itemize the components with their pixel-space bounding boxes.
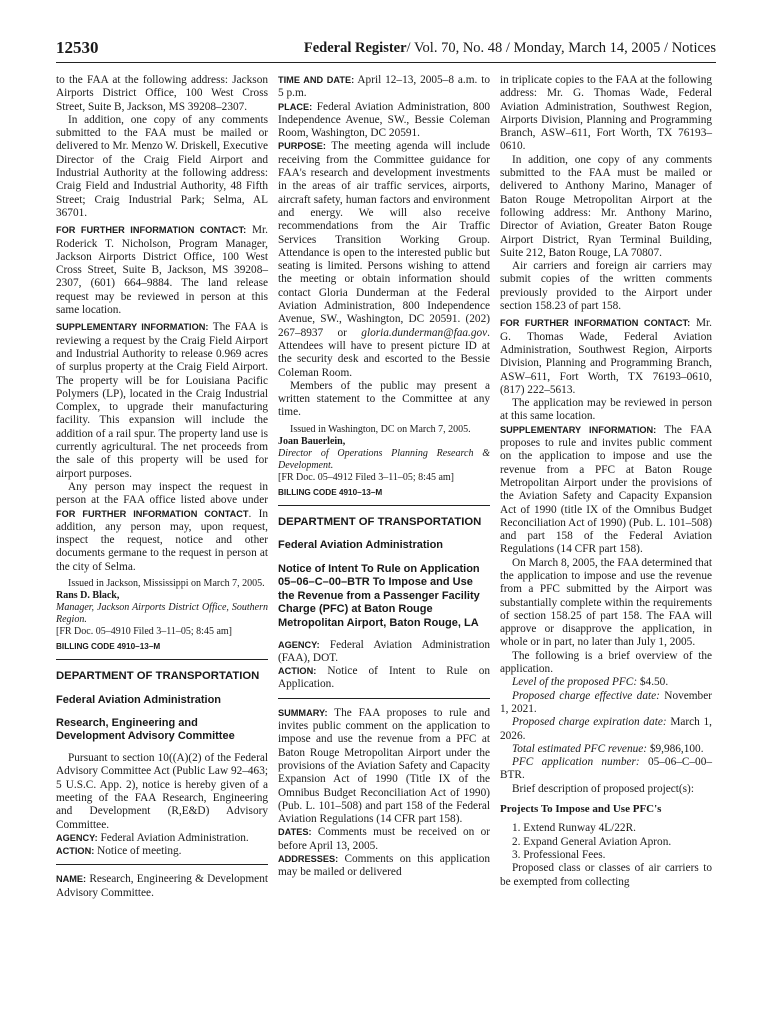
copy-paragraph: In addition, one copy of any comments submitted to the FAA must be mailed or delivered to Mr. Menzo W. Driskell, Executive Director of the Craig Field Airport and Industrial Authority at the following address: Craig Field and Industrial Authority, 48 Fifth Street; Craig Industrial Park; Selma, AL 36701. (56, 113, 268, 219)
supplementary-label: SUPPLEMENTARY INFORMATION: (500, 424, 657, 435)
triplicate-paragraph: in triplicate copies to the FAA at the following address: Mr. G. Thomas Wade, Federal Aviation Administration, Southwest Region, Airports Division, Planning and Programming Branch, ASW–611, Fort Worth, TX 76193–0610. (500, 74, 712, 153)
dates-text: Comments must be received on or before April 13, 2005. (278, 826, 490, 852)
department-heading: DEPARTMENT OF TRANSPORTATION (56, 670, 260, 683)
summary-paragraph (278, 707, 490, 827)
contact-label: FOR FURTHER INFORMATION CONTACT: (500, 318, 691, 329)
inspect-paragraph (56, 481, 268, 574)
purpose-tail: . Attendees will have to present picture ID at the security desk and escorted to the Bessie Coleman Room. (278, 326, 490, 379)
contact-text: Mr. Roderick T. Nicholson, Program Manager, Jackson Airports District Office, 100 West Cross Street, Suite B, Jackson, MS 39208–2307, (601) 664–9884. The land release request may be reviewed in person at this same location. (56, 224, 268, 317)
short-divider (56, 864, 268, 865)
column-2 (278, 74, 490, 880)
fr-doc: [FR Doc. 05–4910 Filed 3–11–05; 8:45 am] (56, 625, 233, 637)
supplementary-paragraph (500, 424, 712, 557)
place-label: PLACE: (278, 101, 313, 112)
short-divider (278, 698, 490, 699)
column-1 (56, 74, 268, 900)
action-text: Notice of Intent to Rule on Application. (278, 665, 490, 691)
agency-text: Federal Aviation Administration. (97, 831, 249, 844)
copy-paragraph: In addition, one copy of any comments submitted to the FAA must be mailed or delivered to Anthony Marino, Manager of Baton Rouge Metropolitan Airport at the following address: Mr. Anthony Marino, Director of Aviation, Greater Baton Rouge Airport District, Ryan Terminal Building, Suite 212, Baton Rouge, LA 70807. (500, 153, 712, 259)
document-title: Research, Engineering and Development Advisory Committee (56, 716, 235, 743)
addresses-line (278, 853, 490, 880)
addresses-label: ADDRESSES: (278, 854, 339, 865)
agency-label: AGENCY: (278, 639, 320, 650)
application-number-value: 05–06–C–00–BTR. (500, 756, 712, 782)
purpose-label: PURPOSE: (278, 141, 326, 152)
level-label: Level of the proposed PFC: (512, 676, 638, 689)
expiration-date-label: Proposed charge expiration date: (512, 716, 667, 729)
purpose-text: The meeting agenda will include receiving from the Committee guidance for FAA's research and development investments in the areas of air traffic services, airports, aircraft safety, human factors and environment and energy. We will also receive recommendations from the Air Traffic Services Transition Working Group. Attendance is open to the interested public but seating is limited. Persons wishing to attend the meeting or obtain information should contact Gloria Dunderman at the Federal Aviation Administration, 800 Independence Avenue, SW., Washington, DC 20591. (202) 267–8937 or (278, 140, 490, 339)
brief-description: Brief description of proposed project(s): (512, 782, 694, 795)
supplementary-text: The FAA is reviewing a request by the Craig Field Airport and Industrial Authority to release 0.969 acres of surplus property at the Craig Field Airport. The property will be for Louisiana Pacific Polymers (LP), located in the Craig Industrial Complex, to upgrade their manufacturing facility. This expansion will include the addition of a rail spur. The property land use is currently agricultural. The net proceeds from the sale of this property will be used for airport purposes. (56, 321, 268, 480)
place-line (278, 101, 490, 141)
supplementary-paragraph (56, 321, 268, 481)
dates-line (278, 826, 490, 853)
contact-paragraph (500, 317, 712, 397)
project-item: 2. Expand General Aviation Apron. (512, 835, 672, 848)
project-item: 3. Professional Fees. (512, 848, 606, 861)
document-title: Notice of Intent To Rule on Application 05–06–C–00–BTR To Impose and Use the Revenue from a Passenger Facility Charge (PFC) at Baton Rouge Metropolitan Airport, Baton Rouge, LA (278, 562, 480, 629)
issued-line: Issued in Jackson, Mississippi on March 7, 2005. (68, 577, 265, 589)
projects-heading: Projects To Impose and Use PFC's (500, 803, 662, 816)
section-divider (278, 505, 490, 506)
name-line (56, 873, 268, 900)
signer-title: Director of Operations Planning Research & Development. (278, 447, 490, 471)
action-text: Notice of meeting. (94, 845, 182, 858)
revenue-line (500, 743, 712, 756)
inspect-text-a: Any person may inspect the request in person at the FAA office listed above under (56, 480, 268, 507)
billing-code: BILLING CODE 4910–13–M (56, 641, 161, 651)
billing-code: BILLING CODE 4910–13–M (278, 487, 383, 497)
agency-text: Federal Aviation Administration (FAA), DOT. (278, 638, 490, 664)
contact-paragraph (56, 224, 268, 317)
expiration-date-line (500, 716, 712, 743)
column-3 (500, 74, 712, 889)
signer-title: Manager, Jackson Airports District Office, Southern Region. (56, 601, 268, 625)
fr-doc: [FR Doc. 05–4912 Filed 3–11–05; 8:45 am] (278, 471, 455, 483)
dates-label: DATES: (278, 827, 312, 838)
action-line (56, 845, 268, 858)
effective-date-value: November 1, 2021. (500, 689, 712, 715)
purpose-paragraph (278, 140, 490, 379)
application-number-label: PFC application number: (512, 756, 640, 769)
summary-label: SUMMARY: (278, 707, 328, 718)
supplementary-text: The FAA proposes to rule and invites public comment on the application to impose and use the revenue from a PFC at Baton Rouge Metropolitan Airport under the provisions of the Aviation Safety and Capacity Expansion Act of 1990 (title IX of the Omnibus Budget Reconciliation Act of 1990) (Pub. L. 101–508) and part 158 of the Federal Aviation Regulations (14 CFR part 158). (500, 423, 712, 556)
review-paragraph: The application may be reviewed in person at this same location. (500, 397, 712, 423)
overview-paragraph: The following is a brief overview of the application. (500, 649, 712, 676)
issue-info: / Vol. 70, No. 48 / Monday, March 14, 2005 / Notices (406, 40, 716, 56)
action-label: ACTION: (278, 666, 317, 677)
members-paragraph: Members of the public may present a written statement to the Committee at any time. (278, 379, 490, 419)
classes-paragraph: Proposed class or classes of air carriers to be exempted from collecting (500, 862, 712, 888)
agency-label: AGENCY: (56, 832, 98, 843)
action-label: ACTION: (56, 846, 95, 857)
publication-name: Federal Register (303, 40, 407, 56)
name-label: NAME: (56, 874, 87, 885)
time-label: TIME AND DATE: (278, 75, 355, 85)
pursuant-paragraph: Pursuant to section 10((A)(2) of the Federal Advisory Committee Act (Public Law 92–463; 5 U.S.C. App. 2), notice is hereby given of a meeting of the FAA Research, Engineering and Development (R,E&D) Advisory Committee. (56, 752, 268, 831)
summary-text: The FAA proposes to rule and invites public comment on the application to impose and use the revenue from a PFC at Baton Rouge Metropolitan Airport under the provisions of the Aviation Safety and Capacity Expansion Act of 1990 (Title IX of the Omnibus Budget Reconciliation Act of 1990) (Pub. L. 101–508) and part 158 of the Federal Aviation Regulations (14 CFR part 158). (278, 706, 490, 826)
section-divider (56, 659, 268, 660)
contact-label: FOR FURTHER INFORMATION CONTACT: (56, 225, 247, 236)
department-heading: DEPARTMENT OF TRANSPORTATION (278, 516, 482, 529)
agency-heading: Federal Aviation Administration (56, 693, 222, 706)
effective-date-line (500, 690, 712, 717)
agency-line (56, 832, 268, 845)
inspect-label: FOR FURTHER INFORMATION CONTACT (56, 508, 249, 519)
signer-name: Joan Bauerlein, (278, 435, 346, 447)
revenue-value: $9,986,100. (647, 742, 704, 755)
application-number-line (500, 756, 712, 783)
level-value: $4.50. (637, 676, 669, 689)
expiration-date-value: March 1, 2026. (500, 716, 713, 742)
level-line (500, 676, 712, 689)
time-line (278, 74, 490, 101)
effective-date-label: Proposed charge effective date: (512, 689, 660, 702)
agency-heading: Federal Aviation Administration (278, 539, 444, 552)
place-text: Federal Aviation Administration, 800 Independence Avenue, SW., Bessie Coleman Room, Washington, DC 20591. (278, 100, 490, 140)
supplementary-label: SUPPLEMENTARY INFORMATION: (56, 322, 209, 333)
determined-paragraph: On March 8, 2005, the FAA determined that the application to impose and use the revenue from a PFC submitted by the Airport was substantially complete within the requirements of section 158.25 of part 158. The FAA will approve or disapprove the application, in whole or in part, no later than July 1, 2005. (500, 556, 712, 649)
contact-email-link[interactable]: gloria.dunderman@faa.gov (361, 326, 488, 339)
air-carriers-paragraph: Air carriers and foreign air carriers may submit copies of the written comments previously provided to the Airport under section 158.23 of part 158. (500, 260, 712, 313)
addresses-text: Comments on this application may be mailed or delivered (278, 853, 490, 879)
name-text: Research, Engineering & Development Advisory Committee. (56, 873, 268, 899)
time-text: April 12–13, 2005–8 a.m. to 5 p.m. (278, 74, 490, 100)
inspect-text-b: . In addition, any person may, upon request, inspect the request, notice and other documents germane to the request in person at the city of Selma. (56, 507, 268, 573)
signer-name: Rans D. Black, (56, 589, 120, 601)
action-line (278, 665, 490, 692)
issued-line: Issued in Washington, DC on March 7, 2005. (290, 423, 471, 435)
header-title (304, 40, 716, 57)
page-header (56, 38, 716, 63)
page-number: 12530 (56, 38, 99, 57)
agency-line (278, 639, 490, 666)
address-paragraph: to the FAA at the following address: Jackson Airports District Office, 100 West Cross Street, Suite B, Jackson, MS 39208–2307. (56, 74, 268, 113)
contact-text: Mr. G. Thomas Wade, Federal Aviation Administration, Southwest Region, Airports Division, Planning and Programming Branch, ASW–611, Fort Worth, TX 76193–0610, (817) 222–5613. (500, 317, 712, 396)
project-item: 1. Extend Runway 4L/22R. (512, 822, 636, 835)
revenue-label: Total estimated PFC revenue: (512, 742, 648, 755)
